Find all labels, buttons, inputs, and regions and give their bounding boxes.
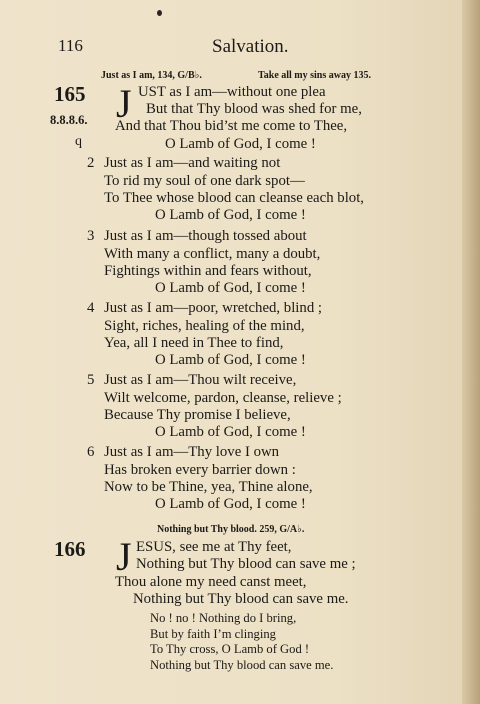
hymn-165-meter: 8.8.8.6. <box>50 113 88 127</box>
verse-line: Just as I am—Thou wilt receive, <box>104 372 297 388</box>
verse-line: O Lamb of God, I come ! <box>155 280 306 296</box>
hymn-165-tune-right: Take all my sins away 135. <box>258 70 371 81</box>
verse-line: Yea, all I need in Thee to find, <box>104 335 284 351</box>
verse-line: O Lamb of God, I come ! <box>155 207 306 223</box>
verse-line: Has broken every barrier down : <box>104 462 296 478</box>
verse-line: To rid my soul of one dark spot— <box>104 173 305 189</box>
verse-number: 6 <box>87 444 95 460</box>
verse-line: O Lamb of God, I come ! <box>165 136 316 152</box>
hymn-166-number: 166 <box>54 537 86 561</box>
hymn-165-dropcap: J <box>116 81 132 126</box>
verse-line: ESUS, see me at Thy feet, <box>136 539 292 555</box>
book-spine-shadow <box>462 0 480 704</box>
verse-line: Now to be Thine, yea, Thine alone, <box>104 479 313 495</box>
verse-line: And that Thou bid’st me come to Thee, <box>115 118 348 134</box>
verse-line: Just as I am—though tossed about <box>104 228 307 244</box>
verse-line: Just as I am—Thy love I own <box>104 444 280 460</box>
hymn-166-tune: Nothing but Thy blood. 259, G/A♭. <box>157 524 305 535</box>
hymn-165-mark: q <box>75 134 82 149</box>
page-number: 116 <box>58 36 83 55</box>
verse-line: Nothing but Thy blood can save me. <box>133 591 349 607</box>
verse-line: UST as I am—without one plea <box>138 84 326 100</box>
verse-line: Nothing but Thy blood can save me ; <box>136 556 356 572</box>
chorus-line: Nothing but Thy blood can save me. <box>150 658 334 672</box>
verse-line: But that Thy blood was shed for me, <box>146 101 362 117</box>
verse-number: 4 <box>87 300 95 316</box>
verse-line: O Lamb of God, I come ! <box>155 424 306 440</box>
verse-line: To Thee whose blood can cleanse each blot, <box>104 190 365 206</box>
verse-line: With many a conflict, many a doubt, <box>104 246 321 262</box>
hymn-165-number: 165 <box>54 82 86 106</box>
chorus-line: To Thy cross, O Lamb of God ! <box>150 642 310 656</box>
hymn-165-tune-left: Just as I am, 134, G/B♭. <box>101 70 202 81</box>
verse-line: Because Thy promise I believe, <box>104 407 291 423</box>
verse-line: Just as I am—and waiting not <box>104 155 281 171</box>
ink-dot <box>157 10 162 16</box>
chorus-line: But by faith I’m clinging <box>150 627 276 641</box>
verse-number: 3 <box>87 228 95 244</box>
running-title: Salvation. <box>212 36 289 57</box>
verse-line: Sight, riches, healing of the mind, <box>104 318 305 334</box>
verse-line: Just as I am—poor, wretched, blind ; <box>104 300 323 316</box>
verse-line: O Lamb of God, I come ! <box>155 496 306 512</box>
verse-line: Thou alone my need canst meet, <box>115 574 307 590</box>
hymn-166-dropcap: J <box>116 534 132 579</box>
verse-line: Wilt welcome, pardon, cleanse, relieve ; <box>104 390 342 406</box>
verse-number: 5 <box>87 372 95 388</box>
verse-line: Fightings within and fears without, <box>104 263 312 279</box>
page-header <box>58 36 418 58</box>
verse-number: 2 <box>87 155 95 171</box>
chorus-line: No ! no ! Nothing do I bring, <box>150 611 297 625</box>
verse-line: O Lamb of God, I come ! <box>155 352 306 368</box>
